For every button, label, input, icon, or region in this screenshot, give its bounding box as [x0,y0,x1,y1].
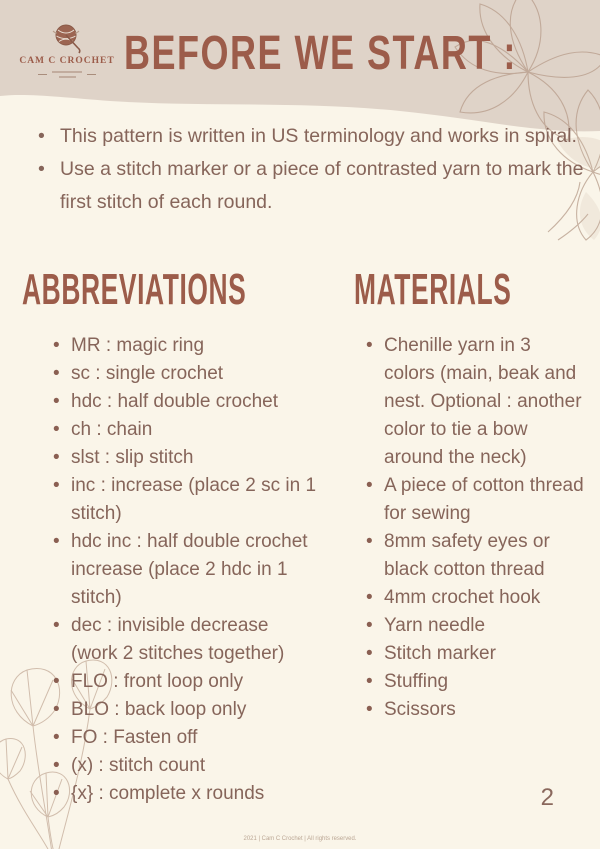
material-item: • Stitch marker [366,640,584,668]
page-title: BEFORE WE START : [124,27,517,80]
abbreviations-section [22,265,322,808]
abbreviations-list [53,332,322,808]
intro-item: • This pattern is written in US terminology and works in spiral. [36,120,595,153]
brand-name: CAM C CROCHET [19,56,115,66]
material-item: • Yarn needle [366,612,584,640]
page-number: 2 [540,784,554,811]
intro-item: • Use a stitch marker or a piece of contrasted yarn to mark the first stitch of each round. [36,153,595,219]
materials-section [354,265,584,724]
abbreviation-item: • BLO : back loop only [53,696,316,724]
tagline-dash-right [87,74,96,75]
tagline-lines [52,71,82,78]
abbreviation-item: • hdc : half double crochet [53,388,316,416]
abbreviation-item: • dec : invisible decrease (work 2 stitches together) [53,612,316,668]
intro-list [36,120,586,219]
tagline-dash-left [38,74,47,75]
brand-logo [15,22,119,78]
abbreviation-item: • hdc inc : half double crochet increase (place 2 hdc in 1 stitch) [53,528,316,612]
abbreviation-item: • slst : slip stitch [53,444,316,472]
abbreviation-item: • sc : single crochet [53,360,316,388]
yarn-ball-icon [50,22,84,54]
materials-heading: MATERIALS [354,265,512,314]
intro-notes [36,120,586,219]
abbreviation-item: • (x) : stitch count [53,752,316,780]
abbreviations-heading: ABBREVIATIONS [22,265,247,314]
material-item: • Scissors [366,696,584,724]
materials-list [366,332,584,724]
abbreviation-item: • MR : magic ring [53,332,316,360]
abbreviation-item: • {x} : complete x rounds [53,780,316,808]
material-item: • 4mm crochet hook [366,584,584,612]
material-item: • 8mm safety eyes or black cotton thread [366,528,584,584]
abbreviation-item: • ch : chain [53,416,316,444]
brand-tagline-decoration [15,71,119,78]
material-item: • Chenille yarn in 3 colors (main, beak and nest. Optional : another color to tie a bow around the neck) [366,332,584,472]
material-item: • A piece of cotton thread for sewing [366,472,584,528]
abbreviation-item: • FLO : front loop only [53,668,316,696]
abbreviation-item: • FO : Fasten off [53,724,316,752]
material-item: • Stuffing [366,668,584,696]
abbreviation-item: • inc : increase (place 2 sc in 1 stitch) [53,472,316,528]
copyright-note: 2021 | Cam C Crochet | All rights reserved. [243,835,357,842]
